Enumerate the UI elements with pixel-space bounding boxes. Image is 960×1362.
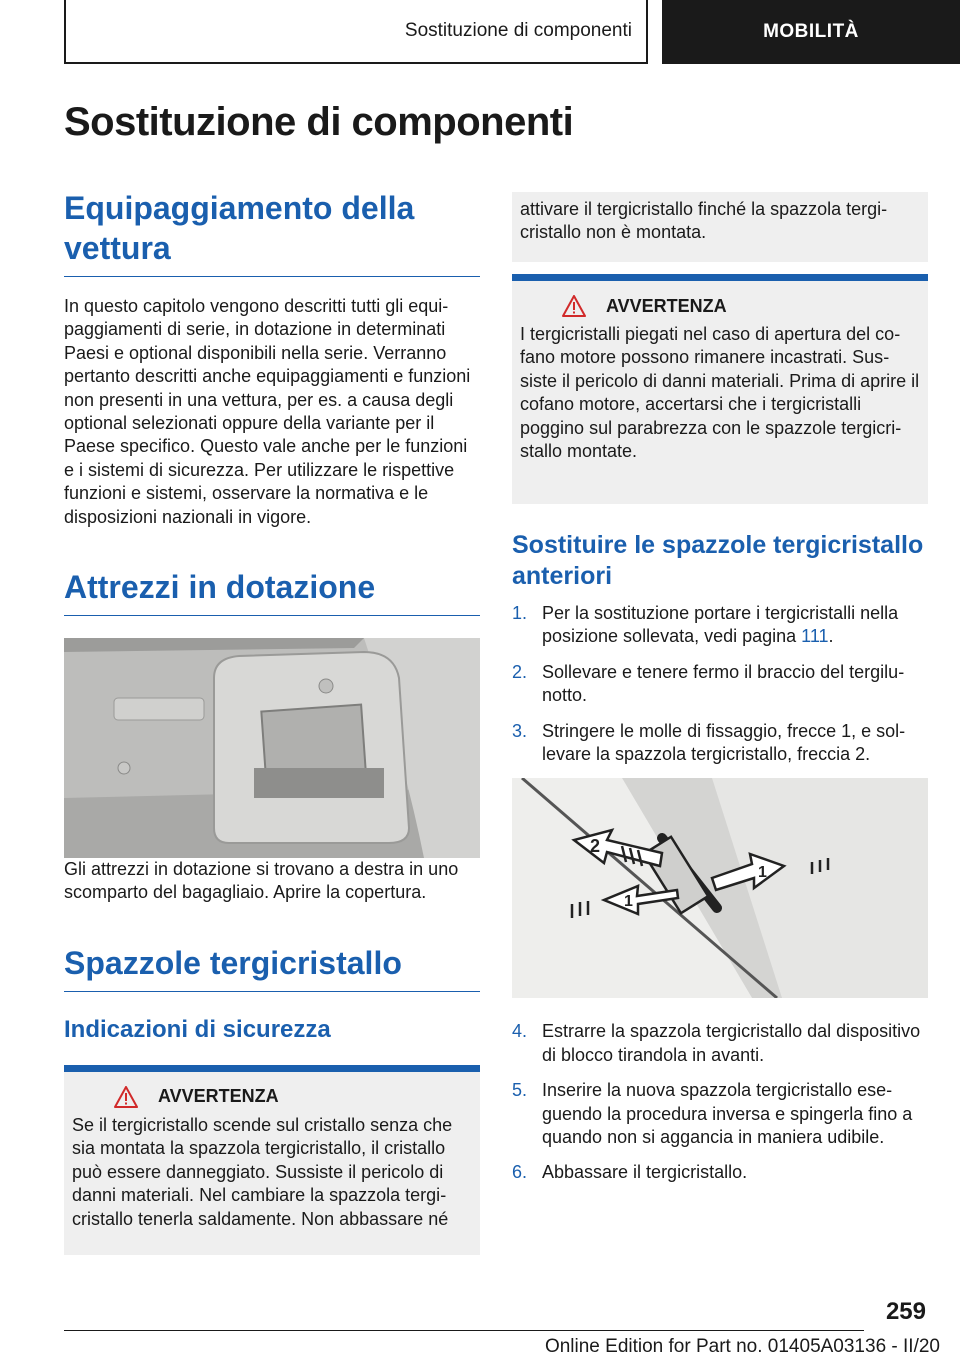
step-item [512, 1161, 928, 1184]
step-text-main: Estrarre la spazzola tergicristallo dal dispositivo di blocco tirandola in avanti. [542, 1021, 921, 1065]
warning-text-1: Se il tergicristallo scende sul cristallo senza che sia montata la spazzola tergicristallo, il cristallo può essere danneggiato. Sussiste il pericolo di danni materiali. Nel cambiare la spazzola tergicristallo tenerla saldamente. Non abbassare né [72, 1114, 453, 1229]
wiper-illustration-drawing [512, 778, 928, 998]
tools-caption: Gli attrezzi in dotazione si trovano a destra in uno scomparto del bagagliaio. Aprire la copertura. [64, 859, 459, 903]
warning-box-1-continued [512, 192, 928, 262]
step-number: 4. [512, 1021, 528, 1042]
warning-title-1: AVVERTENZA [158, 1086, 279, 1107]
warning-box-1 [64, 1065, 480, 1255]
arrow-label-1-left: 1 [624, 893, 633, 911]
tools-heading: Attrezzi in dotazione [64, 567, 480, 616]
left-column [64, 188, 480, 1255]
header-chapter-tab [662, 0, 960, 64]
step-number: 1. [512, 603, 528, 623]
step-item [512, 1020, 928, 1067]
step-item [512, 720, 928, 767]
arrow-label-2: 2 [590, 836, 601, 857]
step-text-main: Abbassare il tergicristallo. [542, 1162, 748, 1183]
equip-text: In questo capitolo vengono descritti tutti gli equipaggiamenti di serie, in dotazione in determinati Paesi e optional disponibili nella serie. Verranno pertanto descritti anche equipaggiamenti e funzioni non presenti in una vettura, per es. a causa degli optional selezionati oppure della variante per il Paese specifico. Questo vale anche per le funzioni e i sistemi di sicurezza. Per utilizzare le rispettive funzioni e sistemi, osservare la normativa e le disposizioni nazionali in vigore. [64, 296, 471, 527]
warning-text-1-continued: attivare il tergicristallo finché la spazzola tergicristallo non è montata. [520, 199, 888, 243]
step-text-main: Sollevare e tenere fermo il braccio del tergilunotto. [542, 661, 905, 706]
step-text [542, 720, 928, 767]
steps-list-b [512, 1020, 928, 1184]
warning-header-1 [114, 1086, 472, 1108]
step-text-main: Per la sostituzione portare i tergicristalli nella posizione sollevata, vedi pagina [542, 603, 899, 647]
arrow-label-1-right: 1 [758, 864, 767, 882]
step-item [512, 661, 928, 708]
warning-text-2: I tergicristalli piegati nel caso di apertura del cofano motore possono rimanere incastrati. Sussiste il pericolo di danni materiali. Prima di aprire il cofano motore, accertarsi che i tergicristalli poggino sul parabrezza con le spazzole tergicristallo montate. [520, 324, 920, 462]
step-text [542, 1079, 928, 1149]
step-number: 6. [512, 1162, 528, 1183]
trunk-photo-drawing [64, 638, 480, 858]
step-text-main: Inserire la nuova spazzola tergicristallo eseguendo la procedura inversa e spingerla fino a quando non si aggancia in maniera udibile. [542, 1080, 913, 1148]
page-number: 259 [885, 1298, 926, 1325]
header-section-label: Sostituzione di componenti [404, 20, 632, 41]
wiper-replacement-illustration [512, 778, 928, 998]
footer-edition: Online Edition for Part no. 01405A03136 - II/20 [544, 1336, 940, 1357]
trunk-compartment-photo [64, 638, 480, 858]
page-title: Sostituzione di componenti [64, 100, 574, 144]
step-text-main: Stringere le molle di fissaggio, frecce 1, e sollevare la spazzola tergicristallo, freccia 2. [542, 720, 906, 765]
step-number: 3. [512, 720, 528, 741]
step-text [542, 602, 928, 649]
step-text [542, 1161, 928, 1184]
step-item [512, 1079, 928, 1149]
warning-triangle-icon [562, 295, 586, 317]
page-reference-link[interactable]: 111 [801, 626, 829, 647]
warning-box-2 [512, 274, 928, 504]
step-item [512, 602, 928, 649]
warning-title-2: AVVERTENZA [606, 295, 727, 316]
safety-heading: Indicazioni di sicurezza [64, 1015, 331, 1043]
warning-header-2 [562, 295, 920, 317]
header-section-tab [64, 0, 648, 64]
step-text [542, 1020, 928, 1067]
footer-divider [64, 1330, 864, 1331]
right-column [512, 192, 928, 1197]
step-text-after: . [828, 626, 834, 647]
replace-wipers-heading: Sostituire le spazzole tergicristallo anteriori [512, 531, 924, 590]
steps-list-a [512, 602, 928, 766]
header-chapter-label: MOBILITÀ [763, 21, 859, 42]
step-number: 5. [512, 1080, 528, 1101]
warning-triangle-icon [114, 1086, 138, 1108]
equip-heading: Equipaggiamento della vettura [64, 188, 480, 277]
wipers-heading: Spazzole tergicristallo [64, 943, 480, 992]
step-number: 2. [512, 661, 528, 682]
step-text [542, 661, 928, 708]
